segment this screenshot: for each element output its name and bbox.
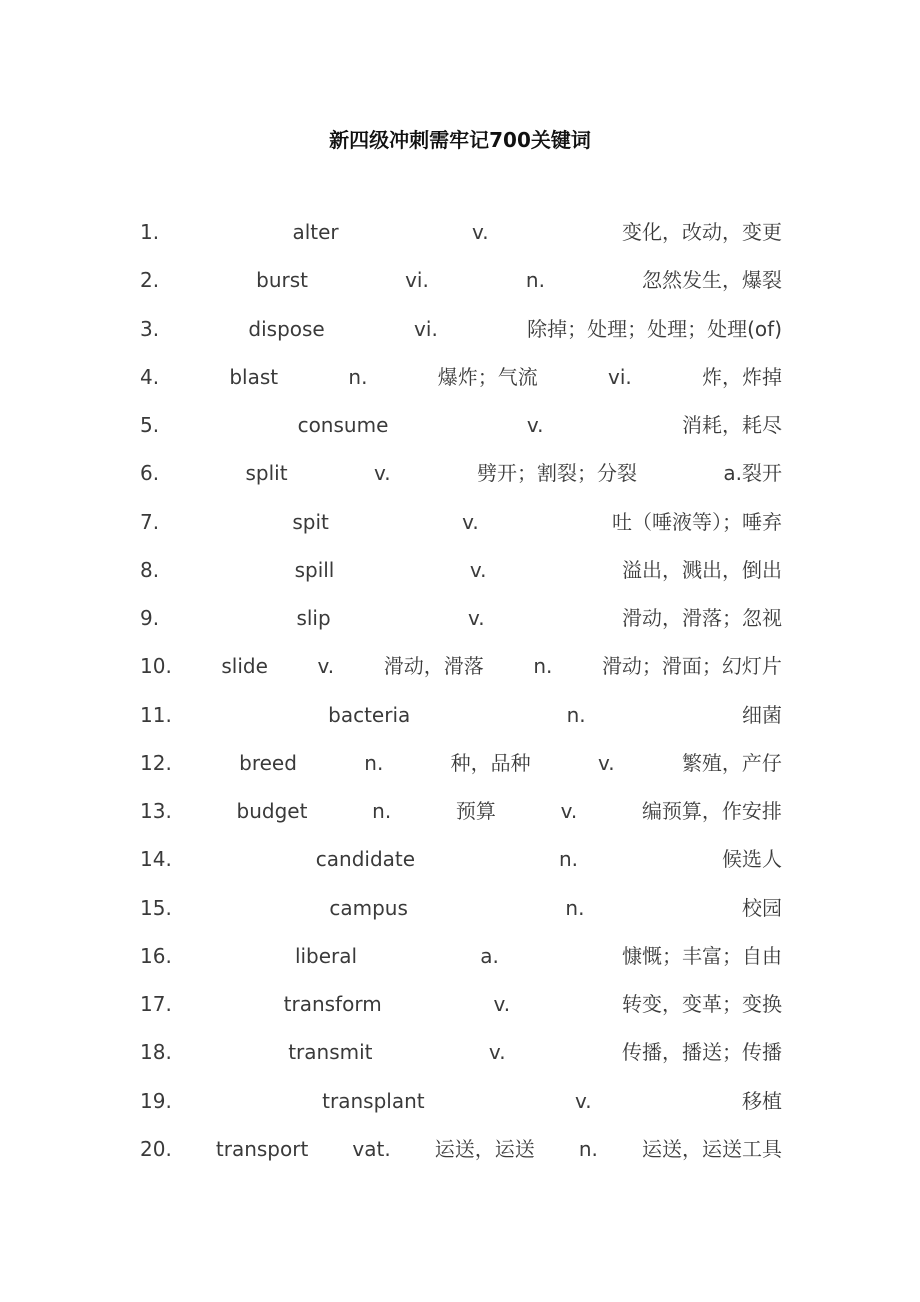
entry-number: 2. xyxy=(140,268,160,293)
entry-word: slip xyxy=(296,606,331,630)
entry-part: v. xyxy=(574,1088,592,1113)
entry-word: consume xyxy=(297,413,389,437)
entry-meaning: 消耗，耗尽 xyxy=(681,413,782,437)
entry-meaning: 炸，炸掉 xyxy=(702,364,782,389)
entry-meaning: 慷慨；丰富；自由 xyxy=(621,943,782,968)
entry-number: 19. xyxy=(140,1088,172,1113)
page-title: 新四级冲刺需牢记700关键词 xyxy=(329,128,591,152)
entry-number: 8. xyxy=(140,557,160,582)
vocab-entry xyxy=(140,458,782,488)
vocab-entry xyxy=(140,362,782,392)
entry-word: bacteria xyxy=(328,702,411,727)
vocab-entry xyxy=(140,748,782,778)
vocab-entry xyxy=(140,796,782,826)
entry-number: 1. xyxy=(140,220,160,244)
entry-part: v. xyxy=(488,1040,506,1065)
entry-meaning: 除掉；处理；处理；处理(of) xyxy=(527,316,782,341)
entry-word: transform xyxy=(283,992,382,1016)
vocab-entry xyxy=(140,410,782,440)
entry-number: 12. xyxy=(140,750,172,775)
entry-part: v. xyxy=(373,461,391,486)
vocab-entry xyxy=(140,507,782,537)
entry-part: 爆炸；气流 xyxy=(437,364,538,389)
entry-meaning: 校园 xyxy=(741,895,782,920)
vocab-entry xyxy=(140,844,782,874)
entry-part: v. xyxy=(317,654,335,679)
entry-word: transmit xyxy=(288,1040,373,1065)
entry-word: campus xyxy=(329,895,408,920)
entry-number: 17. xyxy=(140,992,172,1016)
entry-meaning: a.裂开 xyxy=(723,461,782,486)
entry-number: 16. xyxy=(140,943,172,968)
entry-word: spill xyxy=(294,557,335,582)
entry-part: 种，品种 xyxy=(450,750,531,775)
entry-part: a. xyxy=(480,943,499,968)
entry-meaning: 忽然发生，爆裂 xyxy=(642,268,782,293)
entry-number: 9. xyxy=(140,606,160,630)
entry-part: n. xyxy=(565,895,585,920)
entry-part: n. xyxy=(578,1136,598,1161)
entry-part: v. xyxy=(560,799,578,823)
entry-part: n. xyxy=(533,654,553,679)
entry-part: v. xyxy=(468,606,485,630)
entry-part: n. xyxy=(372,799,392,823)
entry-part: v. xyxy=(472,220,489,244)
entry-part: 滑动，滑落 xyxy=(383,654,484,679)
vocab-entry xyxy=(140,1086,782,1116)
entry-part: n. xyxy=(566,702,586,727)
entry-word: breed xyxy=(239,750,297,775)
entry-word: burst xyxy=(256,268,309,293)
entry-meaning: 转变，变革；变换 xyxy=(621,992,782,1016)
entry-word: dispose xyxy=(248,316,325,341)
entry-number: 7. xyxy=(140,509,160,534)
entry-part: vat. xyxy=(352,1136,391,1161)
entry-number: 3. xyxy=(140,316,160,341)
entry-word: split xyxy=(245,461,288,486)
entry-meaning: 传播，播送；传播 xyxy=(621,1040,782,1065)
entry-part: v. xyxy=(462,509,479,534)
entry-part: 运送，运送 xyxy=(434,1136,535,1161)
entry-meaning: 编预算，作安排 xyxy=(641,799,782,823)
entry-meaning: 候选人 xyxy=(722,847,782,872)
entry-number: 5. xyxy=(140,413,160,437)
entry-part: 劈开；割裂；分裂 xyxy=(476,461,637,486)
entry-word: transport xyxy=(215,1136,309,1161)
entry-meaning: 繁殖，产仔 xyxy=(681,750,782,775)
entry-meaning: 运送，运送工具 xyxy=(641,1136,782,1161)
entry-part: n. xyxy=(348,364,368,389)
entry-part: vi. xyxy=(607,364,632,389)
entry-meaning: 移植 xyxy=(741,1088,782,1113)
entry-part: v. xyxy=(469,557,487,582)
vocab-entry xyxy=(140,217,782,247)
entry-meaning: 溢出，溅出，倒出 xyxy=(621,557,782,582)
vocab-entry xyxy=(140,314,782,344)
entry-word: liberal xyxy=(294,943,358,968)
vocab-entry xyxy=(140,700,782,730)
vocab-entry xyxy=(140,989,782,1019)
entry-number: 4. xyxy=(140,364,160,389)
entry-meaning: 细菌 xyxy=(741,702,782,727)
entry-word: alter xyxy=(292,220,339,244)
entry-word: candidate xyxy=(315,847,416,872)
entry-word: slide xyxy=(221,654,268,679)
entry-word: transplant xyxy=(322,1088,425,1113)
entry-part: n. xyxy=(364,750,384,775)
entry-number: 11. xyxy=(140,702,172,727)
entry-part: n. xyxy=(525,268,545,293)
entry-meaning: 滑动；滑面；幻灯片 xyxy=(601,654,782,679)
entry-part: v. xyxy=(597,750,615,775)
entry-meaning: 滑动，滑落；忽视 xyxy=(622,606,782,630)
entry-number: 15. xyxy=(140,895,172,920)
entry-part: n. xyxy=(559,847,579,872)
entry-part: v. xyxy=(526,413,544,437)
vocab-entry xyxy=(140,651,782,681)
entry-word: blast xyxy=(229,364,279,389)
entry-meaning: 变化，改动，变更 xyxy=(622,220,782,244)
vocab-entry xyxy=(140,941,782,971)
vocab-entry xyxy=(140,603,782,633)
vocab-entry xyxy=(140,265,782,295)
entry-number: 14. xyxy=(140,847,172,872)
entry-number: 18. xyxy=(140,1040,172,1065)
vocab-entry xyxy=(140,555,782,585)
entry-part: 预算 xyxy=(455,799,496,823)
entry-number: 13. xyxy=(140,799,172,823)
vocab-entry xyxy=(140,893,782,923)
entry-meaning: 吐（唾液等）；唾弃 xyxy=(612,509,782,534)
entry-number: 20. xyxy=(140,1136,172,1161)
entry-number: 6. xyxy=(140,461,160,486)
entry-part: vi. xyxy=(405,268,429,293)
entry-word: spit xyxy=(292,509,329,534)
entry-part: vi. xyxy=(414,316,438,341)
vocab-entry xyxy=(140,1134,782,1164)
entry-word: budget xyxy=(236,799,308,823)
vocab-entry xyxy=(140,1037,782,1067)
entry-part: v. xyxy=(493,992,511,1016)
entry-number: 10. xyxy=(140,654,172,679)
